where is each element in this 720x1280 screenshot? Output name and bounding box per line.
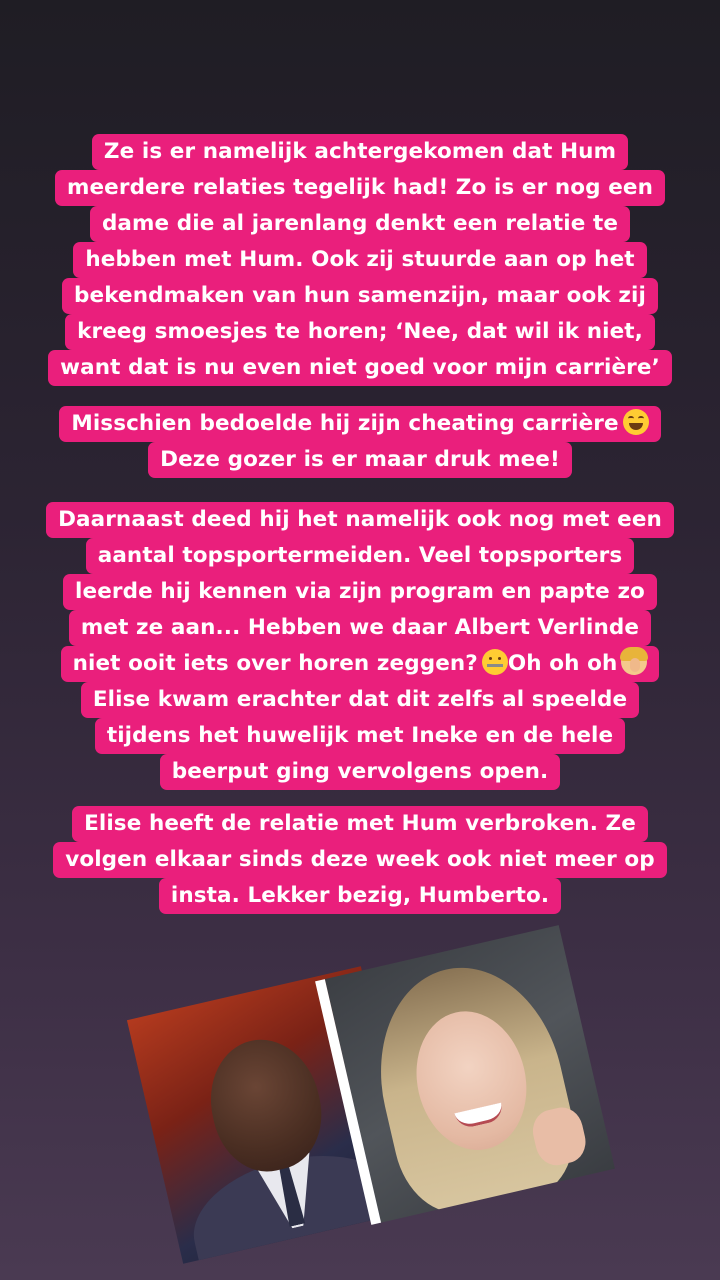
text-line: hebben met Hum. Ook zij stuurde aan op het	[73, 242, 646, 278]
story-paragraph-2	[0, 406, 720, 478]
text-line: kreeg smoesjes te horen; ‘Nee, dat wil ik niet,	[65, 314, 655, 350]
text-line: Elise heeft de relatie met Hum verbroken. Ze	[72, 806, 648, 842]
zipper-mouth-face-icon	[482, 649, 508, 675]
text-line: Elise kwam erachter dat dit zelfs al speelde	[81, 682, 639, 718]
text-line: met ze aan... Hebben we daar Albert Verlinde	[69, 610, 651, 646]
text-line: tijdens het huwelijk met Ineke en de hele	[95, 718, 625, 754]
text-line: leerde hij kennen via zijn program en papte zo	[63, 574, 657, 610]
text-line	[61, 646, 660, 682]
story-paragraph-4	[0, 806, 720, 914]
text-line: want dat is nu even niet goed voor mijn carrière’	[48, 350, 672, 386]
text-line: bekendmaken van hun samenzijn, maar ook zij	[62, 278, 658, 314]
story-paragraph-3	[0, 502, 720, 790]
photo-woman	[315, 925, 615, 1225]
face-with-tears-of-joy-icon	[623, 409, 649, 435]
text-line: Deze gozer is er maar druk mee!	[148, 442, 572, 478]
text-line-content: Oh oh oh	[507, 651, 618, 676]
text-line: dame die al jarenlang denkt een relatie te	[90, 206, 630, 242]
text-line-content: Misschien bedoelde hij zijn cheating carrière	[71, 411, 619, 436]
woman-facepalming-icon	[621, 649, 647, 675]
text-line: meerdere relaties tegelijk had! Zo is er nog een	[55, 170, 665, 206]
text-line: aantal topsportermeiden. Veel topsporters	[86, 538, 635, 574]
text-line: volgen elkaar sinds deze week ook niet meer op	[53, 842, 667, 878]
text-line: Ze is er namelijk achtergekomen dat Hum	[92, 134, 628, 170]
text-line: beerput ging vervolgens open.	[160, 754, 561, 790]
text-line: Daarnaast deed hij het namelijk ook nog met een	[46, 502, 674, 538]
text-line: insta. Lekker bezig, Humberto.	[159, 878, 561, 914]
story-paragraph-1	[0, 134, 720, 386]
text-line-content: niet ooit iets over horen zeggen?	[72, 651, 478, 676]
text-line	[59, 406, 660, 442]
